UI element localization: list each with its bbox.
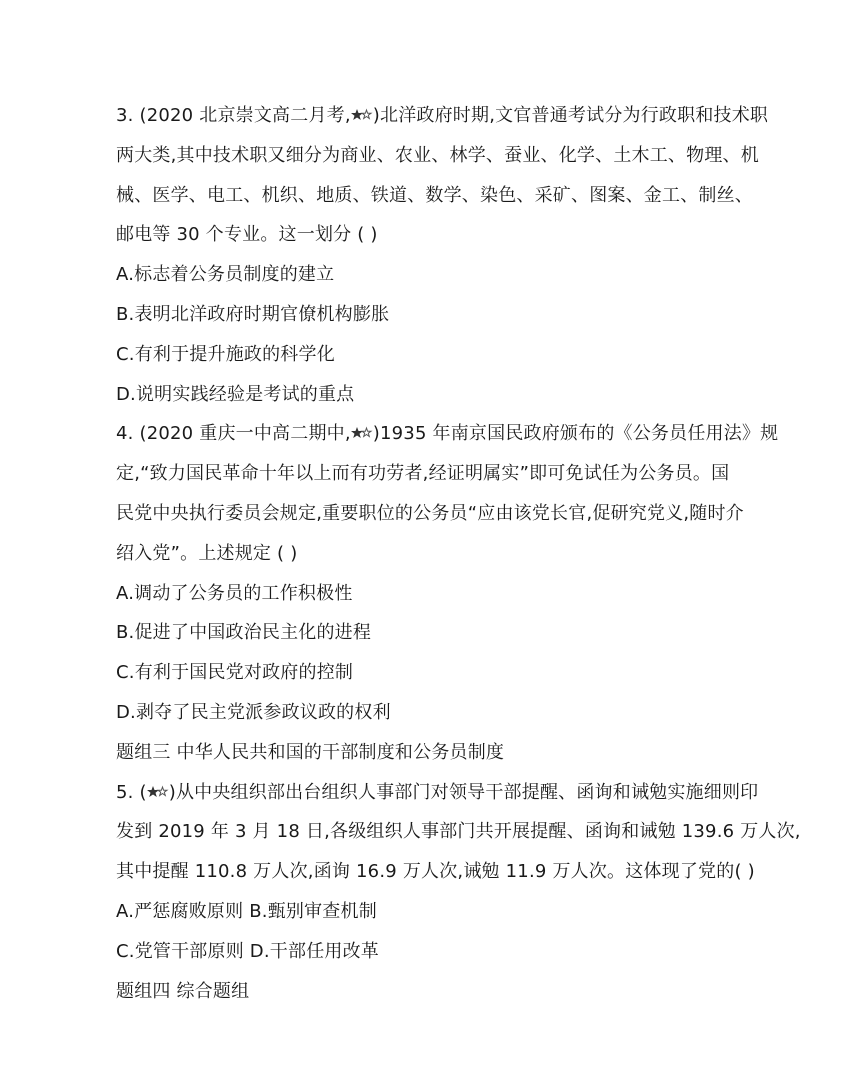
q4-line-1-text: )1935 年南京国民政府颁布的《公务员任用法》规 [372, 423, 779, 445]
q3-option-c: C.有利于提升施政的科学化 [116, 343, 335, 365]
q4-line-4: 绍入党”。上述规定 ( ) [116, 542, 298, 564]
difficulty-star-icon [147, 785, 169, 799]
q5-options-row-2: C.党管干部原则 D.干部任用改革 [116, 940, 379, 962]
q3-line-2: 两大类,其中技术职又细分为商业、农业、林学、蚕业、化学、土木工、物理、机 [116, 144, 759, 166]
q4-line-2: 定,“致力国民革命十年以上而有功劳者,经证明属实”即可免试任为公务员。国 [116, 463, 730, 485]
q5-line-1-text: )从中央组织部出台组织人事部门对领导干部提醒、函询和诫勉实施细则印 [168, 781, 759, 803]
q3-option-b: B.表明北洋政府时期官僚机构膨胀 [116, 303, 390, 325]
q4-line-1 [116, 414, 779, 454]
q5-prefix: 5. ( [116, 781, 147, 803]
q4-option-c: C.有利于国民党对政府的控制 [116, 662, 354, 684]
q4-line-3: 民党中央执行委员会规定,重要职位的公务员“应由该党长官,促研究党义,随时介 [116, 502, 744, 524]
q4-prefix: 4. (2020 重庆一中高二期中, [116, 423, 351, 445]
document-content [116, 96, 801, 1011]
difficulty-star-icon [351, 108, 373, 122]
q4-option-b: B.促进了中国政治民主化的进程 [116, 622, 372, 644]
q5-line-1 [116, 773, 759, 813]
q3-line-1 [116, 96, 769, 136]
q4-option-a: A.调动了公务员的工作积极性 [116, 582, 353, 604]
q3-line-4: 邮电等 30 个专业。这一划分 ( ) [116, 224, 378, 246]
q3-option-a: A.标志着公务员制度的建立 [116, 264, 335, 286]
group-3-heading: 题组三 中华人民共和国的干部制度和公务员制度 [116, 741, 505, 763]
q5-line-2: 发到 2019 年 3 月 18 日,各级组织人事部门共开展提醒、函询和诫勉 139.6 万人次, [116, 821, 801, 843]
q3-line-3: 械、医学、电工、机织、地质、铁道、数学、染色、采矿、图案、金工、制丝、 [116, 184, 753, 206]
q3-line-1-text: )北洋政府时期,文官普通考试分为行政职和技术职 [372, 105, 769, 126]
q3-option-d: D.说明实践经验是考试的重点 [116, 383, 355, 405]
difficulty-star-icon [351, 426, 373, 440]
q5-line-3: 其中提醒 110.8 万人次,函询 16.9 万人次,诫勉 11.9 万人次。这体现了党的( ) [116, 861, 755, 883]
group-4-heading: 题组四 综合题组 [116, 980, 250, 1002]
q5-options-row-1: A.严惩腐败原则 B.甄别审查机制 [116, 900, 377, 922]
q3-prefix: 3. (2020 北京崇文高二月考, [116, 105, 351, 126]
q4-option-d: D.剥夺了民主党派参政议政的权利 [116, 701, 391, 723]
